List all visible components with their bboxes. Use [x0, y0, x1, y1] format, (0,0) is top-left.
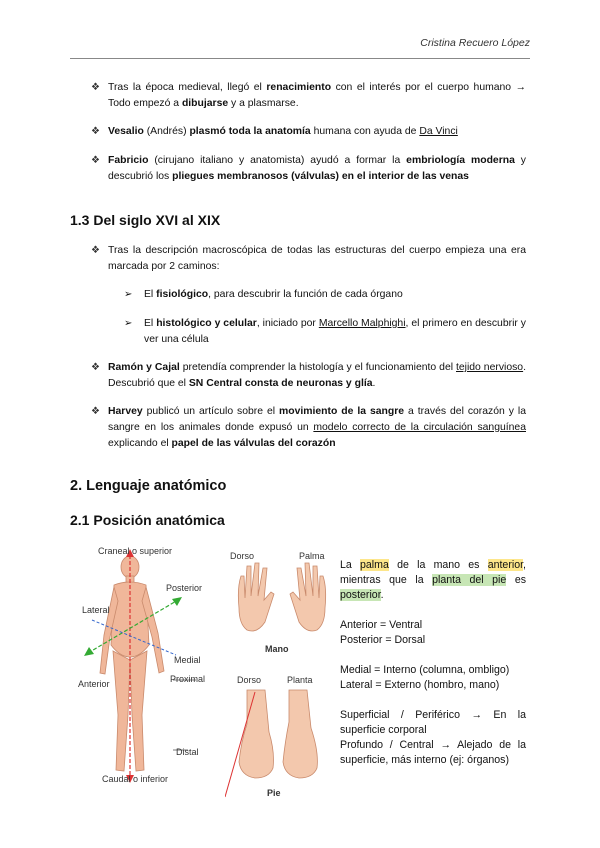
text: Tras la descripción macroscópica de todas las estructuras del cuerpo empieza una era marcada por 2 caminos:: [108, 245, 526, 272]
text-bold: Ramón y Cajal: [108, 362, 180, 373]
text: a través del corazón y la sangre en los animales donde expusó un: [108, 406, 526, 433]
text: (cirujano italiano y anatomista) ayudó a formar la: [148, 155, 407, 166]
text-bold: SN Central consta de neuronas y glía: [188, 378, 373, 389]
text-bold: fisiológico: [156, 289, 209, 300]
text: Profundo / Central → Alejado de la superficie, más interno (ej: órganos): [340, 739, 526, 766]
highlight-anterior: anterior: [487, 559, 524, 571]
text-underline: tejido nervioso: [456, 362, 524, 373]
foot-dorsal-icon: [239, 690, 274, 778]
text-bold: embriología moderna: [406, 155, 515, 166]
label-palma: Palma: [299, 551, 325, 561]
arrow-posterior-icon: [172, 597, 182, 606]
label-anterior: Anterior: [78, 679, 110, 689]
bullet-diamond-icon: ❖: [91, 406, 100, 417]
header-author: Cristina Recuero López: [420, 37, 530, 49]
bullet-diamond-icon: ❖: [91, 362, 100, 373]
text-bold: movimiento de la sangre: [279, 406, 405, 417]
highlight-palma: palma: [360, 559, 389, 571]
hand-palm-icon: [290, 563, 326, 631]
text: , mientras que la: [340, 559, 526, 586]
label-dorso-hand: Dorso: [230, 551, 255, 561]
text: Lateral = Externo (hombro, mano): [340, 679, 500, 691]
highlight-posterior: posterior: [340, 589, 381, 601]
text-bold: pliegues membranosos (válvulas) en el interior de las venas: [172, 171, 469, 182]
superficial-profundo-paragraph: [340, 708, 526, 768]
text-bold: dibujarse: [181, 98, 229, 109]
bullet-harvey: [91, 404, 526, 452]
bullet-diamond-icon: ❖: [91, 155, 100, 166]
hands-figure: [225, 548, 335, 658]
text-bold: Harvey: [108, 406, 143, 417]
text-bold: histológico y celular: [156, 318, 257, 329]
feet-figure: [225, 672, 335, 802]
section-heading-2-1: 2.1 Posición anatómica: [70, 512, 225, 528]
hand-dorsal-icon: [238, 563, 274, 631]
bullet-fabricio: [91, 153, 526, 185]
header-divider: [70, 58, 530, 59]
label-dorso-foot: Dorso: [237, 675, 262, 685]
text: Tras la época medieval, llegó el: [108, 82, 267, 93]
text: .: [380, 589, 384, 601]
text: El: [144, 318, 157, 329]
bullet-diamond-icon: ❖: [91, 82, 100, 93]
bullet-renacimiento: [91, 80, 526, 112]
highlight-planta: planta del pie: [432, 574, 507, 586]
text: Superficial / Periférico → En la superficie corporal: [340, 709, 526, 736]
arrow-bullet-icon: ➢: [124, 289, 133, 300]
label-distal: Distal: [176, 747, 199, 757]
subbullet-histologico: [124, 316, 526, 348]
text: (Andrés): [143, 126, 190, 137]
text: con el interés por el cuerpo humano → Todo empezó a: [108, 82, 526, 109]
text: La: [340, 559, 361, 571]
text: .: [372, 378, 376, 389]
text: es: [506, 574, 527, 586]
label-planta: Planta: [287, 675, 313, 685]
text: , iniciado por: [256, 318, 319, 329]
label-craneal: Craneal o superior: [98, 546, 173, 556]
arrow-bullet-icon: ➢: [124, 318, 133, 329]
text: El: [144, 289, 157, 300]
text: publicó un artículo sobre el: [142, 406, 280, 417]
palm-sole-paragraph: [340, 558, 526, 603]
medial-lateral-paragraph: [340, 663, 526, 693]
text: Anterior = Ventral: [340, 619, 423, 631]
text-underline: modelo correcto de la circulación sanguínea: [313, 422, 526, 433]
bullet-ramon-cajal: [91, 360, 526, 392]
label-medial: Medial: [174, 655, 201, 665]
text-underline: Marcello Malphighi: [318, 318, 406, 329]
label-caudal: Caudal o inferior: [102, 774, 169, 784]
text: . Descubrió que el: [108, 362, 526, 389]
text-bold: renacimiento: [266, 82, 332, 93]
text: explicando el: [108, 438, 172, 449]
text: pretendía comprender la histología y el funcionamiento del: [179, 362, 456, 373]
text: de la mano es: [388, 559, 488, 571]
bullet-diamond-icon: ❖: [91, 245, 100, 256]
label-mano: Mano: [265, 644, 289, 654]
text: , para descubrir la función de cada órgano: [208, 289, 403, 300]
right-column-text: [340, 558, 526, 783]
text: Medial = Interno (columna, ombligo): [340, 664, 510, 676]
human-body-icon: [100, 556, 164, 771]
text: y a plasmarse.: [228, 98, 299, 109]
text: , el primero en descubrir y ver una célula: [144, 318, 526, 345]
bullet-vesalio: [91, 124, 526, 140]
text: y descubrió los: [108, 155, 526, 182]
ventral-dorsal-paragraph: [340, 618, 526, 648]
text-bold: Vesalio: [108, 126, 144, 137]
label-lateral: Lateral: [82, 605, 110, 615]
arrow-anterior-icon: [84, 647, 94, 656]
anatomical-position-figure: [78, 545, 208, 800]
label-proximal: Proximal: [170, 674, 206, 684]
text: humana con ayuda de: [310, 126, 420, 137]
text-bold: papel de las válvulas del corazón: [171, 438, 336, 449]
section-heading-2: 2. Lenguaje anatómico: [70, 478, 227, 494]
subbullet-fisiologico: [124, 287, 526, 303]
foot-sole-icon: [283, 690, 317, 778]
text-underline: Da Vinci: [419, 126, 458, 137]
text-bold: Fabricio: [108, 155, 149, 166]
bullet-diamond-icon: ❖: [91, 126, 100, 137]
label-pie: Pie: [267, 788, 281, 798]
bullet-dos-caminos: [91, 243, 526, 275]
label-posterior: Posterior: [166, 583, 203, 593]
section-heading-1-3: 1.3 Del siglo XVI al XIX: [70, 212, 221, 228]
text-bold: plasmó toda la anatomía: [189, 126, 311, 137]
text: Posterior = Dorsal: [340, 634, 426, 646]
